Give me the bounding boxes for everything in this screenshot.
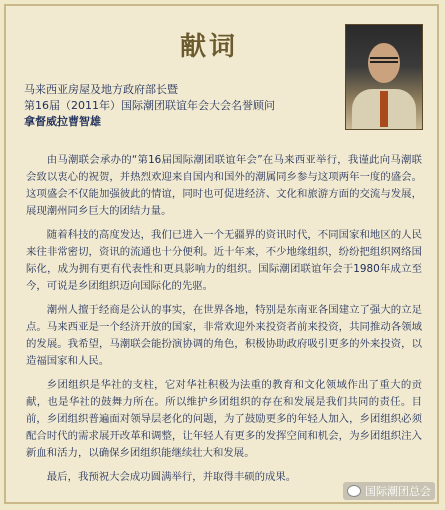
dedication-body bbox=[26, 152, 422, 493]
paragraph: 随着科技的高度发达，我们已进入一个无疆界的资讯时代，不同国家和地区的人民来往非常密切，资讯的流通也十分便利。近十年来，不少地缘组织，纷纷把组织网络国际化，成为拥有更有代表性和更具影响力的组织。国际潮团联谊年会于1980年成立至今，可说是乡团组织迈向国际化的先驱。 bbox=[26, 229, 422, 292]
author-block bbox=[24, 82, 334, 130]
paragraph: 最后，我预祝大会成功圆满举行，并取得丰硕的成果。 bbox=[46, 471, 297, 483]
portrait-glasses bbox=[370, 57, 398, 63]
author-position: 马来西亚房屋及地方政府部长暨 bbox=[24, 83, 178, 96]
page-title: 献词 bbox=[180, 32, 239, 62]
portrait-face bbox=[368, 43, 400, 83]
author-title: 第16届（2011年）国际潮团联谊年会大会名誉顾问 bbox=[24, 99, 275, 112]
author-portrait bbox=[345, 24, 423, 130]
author-name: 拿督威拉曹智雄 bbox=[24, 115, 101, 128]
paragraph: 由马潮联会承办的“第16届国际潮团联谊年会”在马来西亚举行，我谨此向马潮联会致以衷心的祝贺，并热烈欢迎来自国内和国外的潮属同乡参与这项两年一度的盛会。这项盛会不仅能加强彼此的情谊，同时也可促进经济、文化和旅游方面的交流与发展，展现潮州同乡巨大的团结力量。 bbox=[26, 154, 422, 217]
watermark bbox=[343, 482, 435, 500]
paragraph: 乡团组织是华社的支柱，它对华社积极为法重的教育和文化领域作出了重大的贡献，也是华社的鼓舞力所在。所以维护乡团组织的存在和发展是我们共同的责任。目前，乡团组织普遍面对领导层老化的问题，为了鼓励更多的年轻人加入，乡团组织必须配合时代的需求展开改革和调整，让年轻人有更多的发挥空间和机会，为乡团组织注入新血和活力，以确保乡团组织能继续壮大和发展。 bbox=[26, 379, 422, 459]
portrait-tie bbox=[380, 91, 388, 127]
paragraph: 潮州人擅于经商是公认的事实，在世界各地，特别是东南亚各国建立了强大的立足点。马来西亚是一个经济开放的国家，非常欢迎外来投资者前来投资，共同推动各领域的发展。我希望，马潮联会能扮演协调的角色，积极协助政府吸引更多的外来投资，以造福国家和人民。 bbox=[26, 304, 422, 367]
watermark-text: 国际潮团总会 bbox=[365, 485, 431, 498]
wechat-icon bbox=[347, 485, 361, 497]
